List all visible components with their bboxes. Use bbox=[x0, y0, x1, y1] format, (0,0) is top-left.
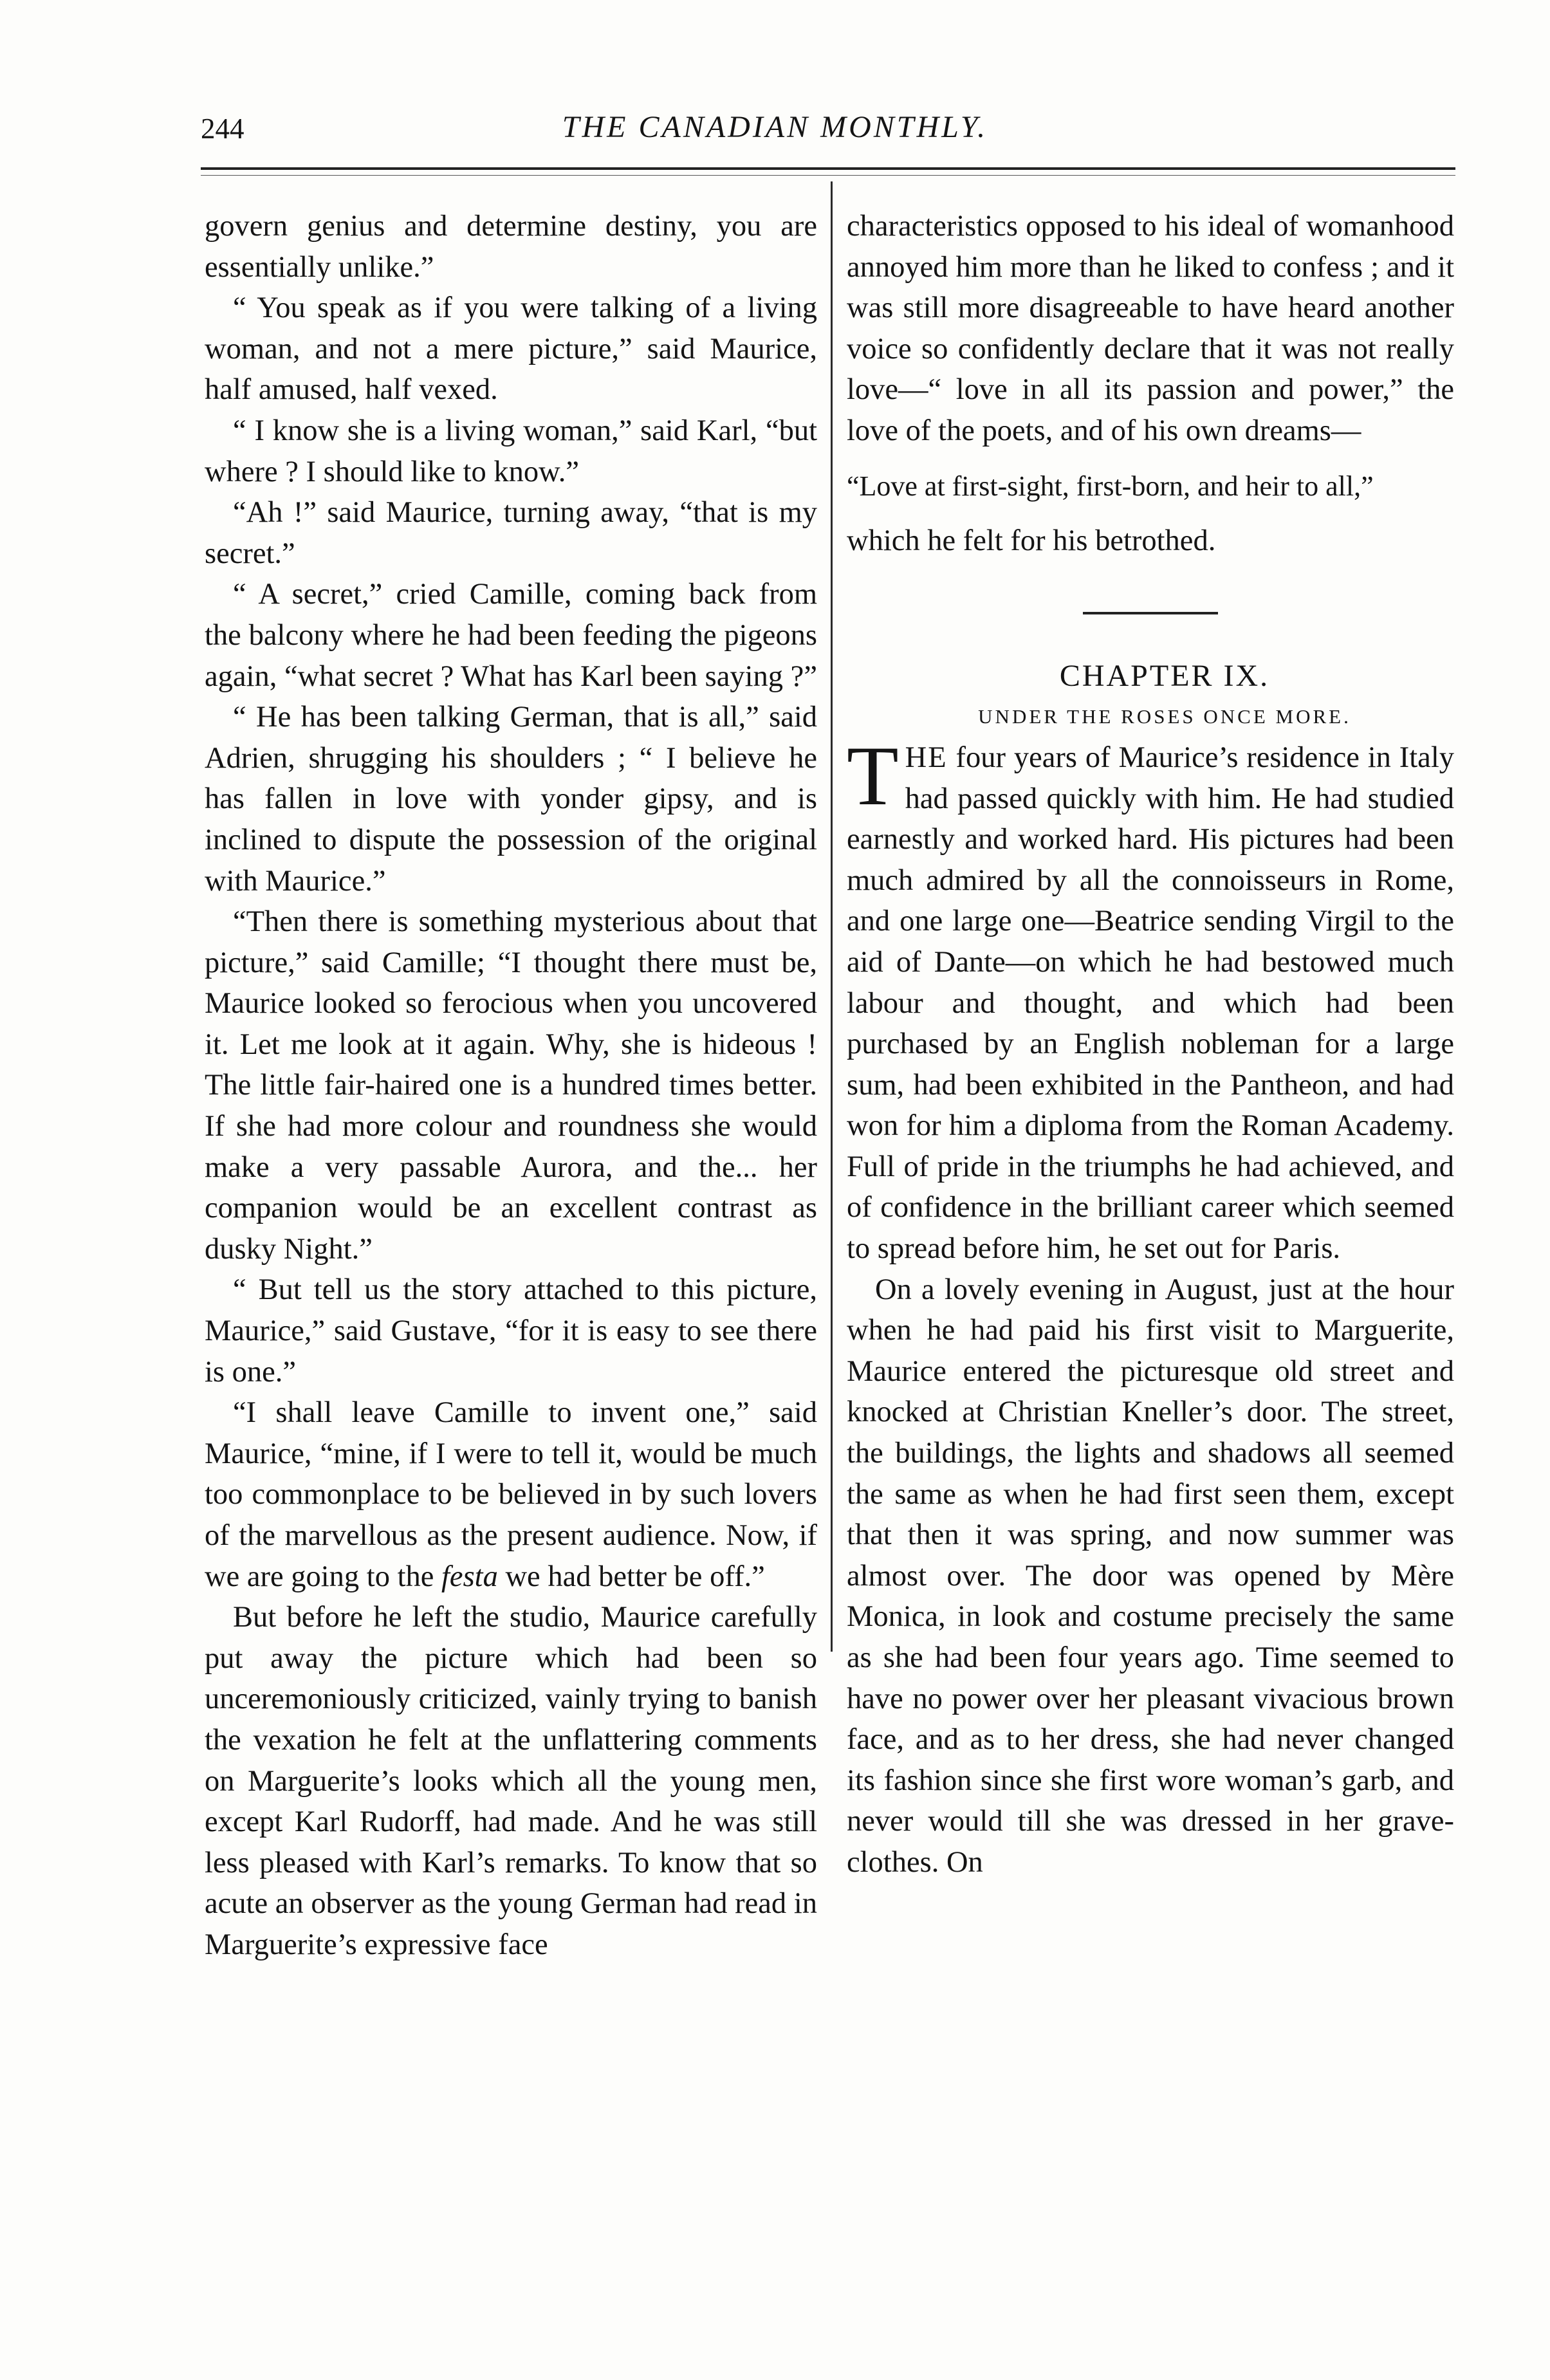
paragraph-text: four years of Maurice’s residence in Italy had passed quickly with him. He had studied earnestly and worked hard. His pictures had been much admired by all the connoisseurs in Rome, and one large one—Beatrice sending Virgil to the aid of Dante—on which he had bestowed much labour and thought, and which had been purchased by an English nobleman for a large sum, had been exhibited in the Pantheon, and had won for him a diploma from the Roman Academy. Full of pride in the triumphs he had achieved, and of confidence in the brilliant career which seemed to spread before him, he set out for Paris. bbox=[847, 741, 1454, 1266]
drop-cap: T bbox=[847, 728, 899, 823]
paragraph: “ He has been talking German, that is all,” said Adrien, shrugging his shoulders ; “ I believe he has fallen in love with yonder gipsy, and is inclined to dispute the possession of the original with Maurice.” bbox=[205, 701, 817, 898]
paragraph: But before he left the studio, Maurice carefully put away the picture which had been so unceremoniously criticized, vainly trying to banish the vexation he felt at the unflattering comments on Marguerite’s looks which all the young men, except Karl Rudorff, had made. And he was still less pleased with Karl’s remarks. To know that so acute an observer as the young German had read in Marguerite’s expressive face bbox=[205, 1601, 817, 1961]
paragraph: “ A secret,” cried Camille, coming back from the balcony where he had been feeding the pigeons again, “what secret ? What has Karl been saying ?” bbox=[205, 578, 817, 693]
small-caps-word: HE bbox=[905, 741, 948, 774]
right-column bbox=[847, 206, 1454, 1883]
paragraph: “ But tell us the story attached to this picture, Maurice,” said Gustave, “for it is easy to see there is one.” bbox=[205, 1273, 817, 1388]
paragraph: “Ah !” said Maurice, turning away, “that is my secret.” bbox=[205, 496, 817, 570]
header-rule-thin bbox=[201, 175, 1455, 176]
paragraph bbox=[205, 1392, 817, 1597]
chapter-subtitle: UNDER THE ROSES ONCE MORE. bbox=[978, 705, 1351, 728]
paragraph: “Then there is something mysterious about that picture,” said Camille; “I thought there must be, Maurice looked so ferocious when you uncovered it. Let me look at it again. Why, she is hideous ! The little fair-haired one is a hundred times better. If she had more colour and roundness she would make a very passable Aurora, and the... her companion would be an excellent contrast as dusky Night.” bbox=[205, 905, 817, 1266]
italic-word: festa bbox=[441, 1560, 498, 1593]
column-divider bbox=[831, 181, 833, 1652]
running-title: THE CANADIAN MONTHLY. bbox=[562, 110, 988, 144]
header-rule bbox=[201, 167, 1455, 170]
paragraph: characteristics opposed to his ideal of womanhood annoyed him more than he liked to confess ; and it was still more disagreeable to have heard another voice so confidently declare that it was not really love—“ love in all its passion and power,” the love of the poets, and of his own dreams— bbox=[847, 210, 1454, 447]
paragraph: On a lovely evening in August, just at the hour when he had paid his first visit to Marguerite, Maurice entered the picturesque old street and knocked at Christian Kneller’s door. The street, the buildings, the lights and shadows all seemed the same as when he had first seen them, except that then it was spring, and now summer was almost over. The door was opened by Mère Monica, in look and costume precisely the same as she had been four years ago. Time seemed to have no power over her pleasant vivacious brown face, and as to her dress, she had never changed its fashion since she first wore woman’s garb, and never would till she was dressed in her grave-clothes. On bbox=[847, 1273, 1454, 1879]
paragraph: govern genius and determine destiny, you are essentially unlike.” bbox=[205, 210, 817, 284]
paragraph: “ You speak as if you were talking of a living woman, and not a mere picture,” said Maurice, half amused, half vexed. bbox=[205, 291, 817, 407]
chapter-title: CHAPTER IX. bbox=[1059, 658, 1270, 693]
paragraph bbox=[847, 728, 1454, 1269]
verse-quote: “Love at first-sight, first-born, and heir to all,” bbox=[847, 470, 1374, 502]
page-number: 244 bbox=[201, 113, 244, 145]
paragraph-text: “I shall leave Camille to invent one,” said Maurice, “mine, if I were to tell it, would be much too commonplace to be believed in by such lovers of the marvellous as the present audience. Now, if we are going to the bbox=[205, 1396, 817, 1593]
section-divider bbox=[1083, 612, 1218, 614]
left-column bbox=[205, 206, 817, 1966]
paragraph: “ I know she is a living woman,” said Karl, “but where ? I should like to know.” bbox=[205, 414, 817, 488]
paragraph: which he felt for his betrothed. bbox=[847, 524, 1216, 558]
paragraph-text: we had better be off.” bbox=[497, 1560, 765, 1593]
